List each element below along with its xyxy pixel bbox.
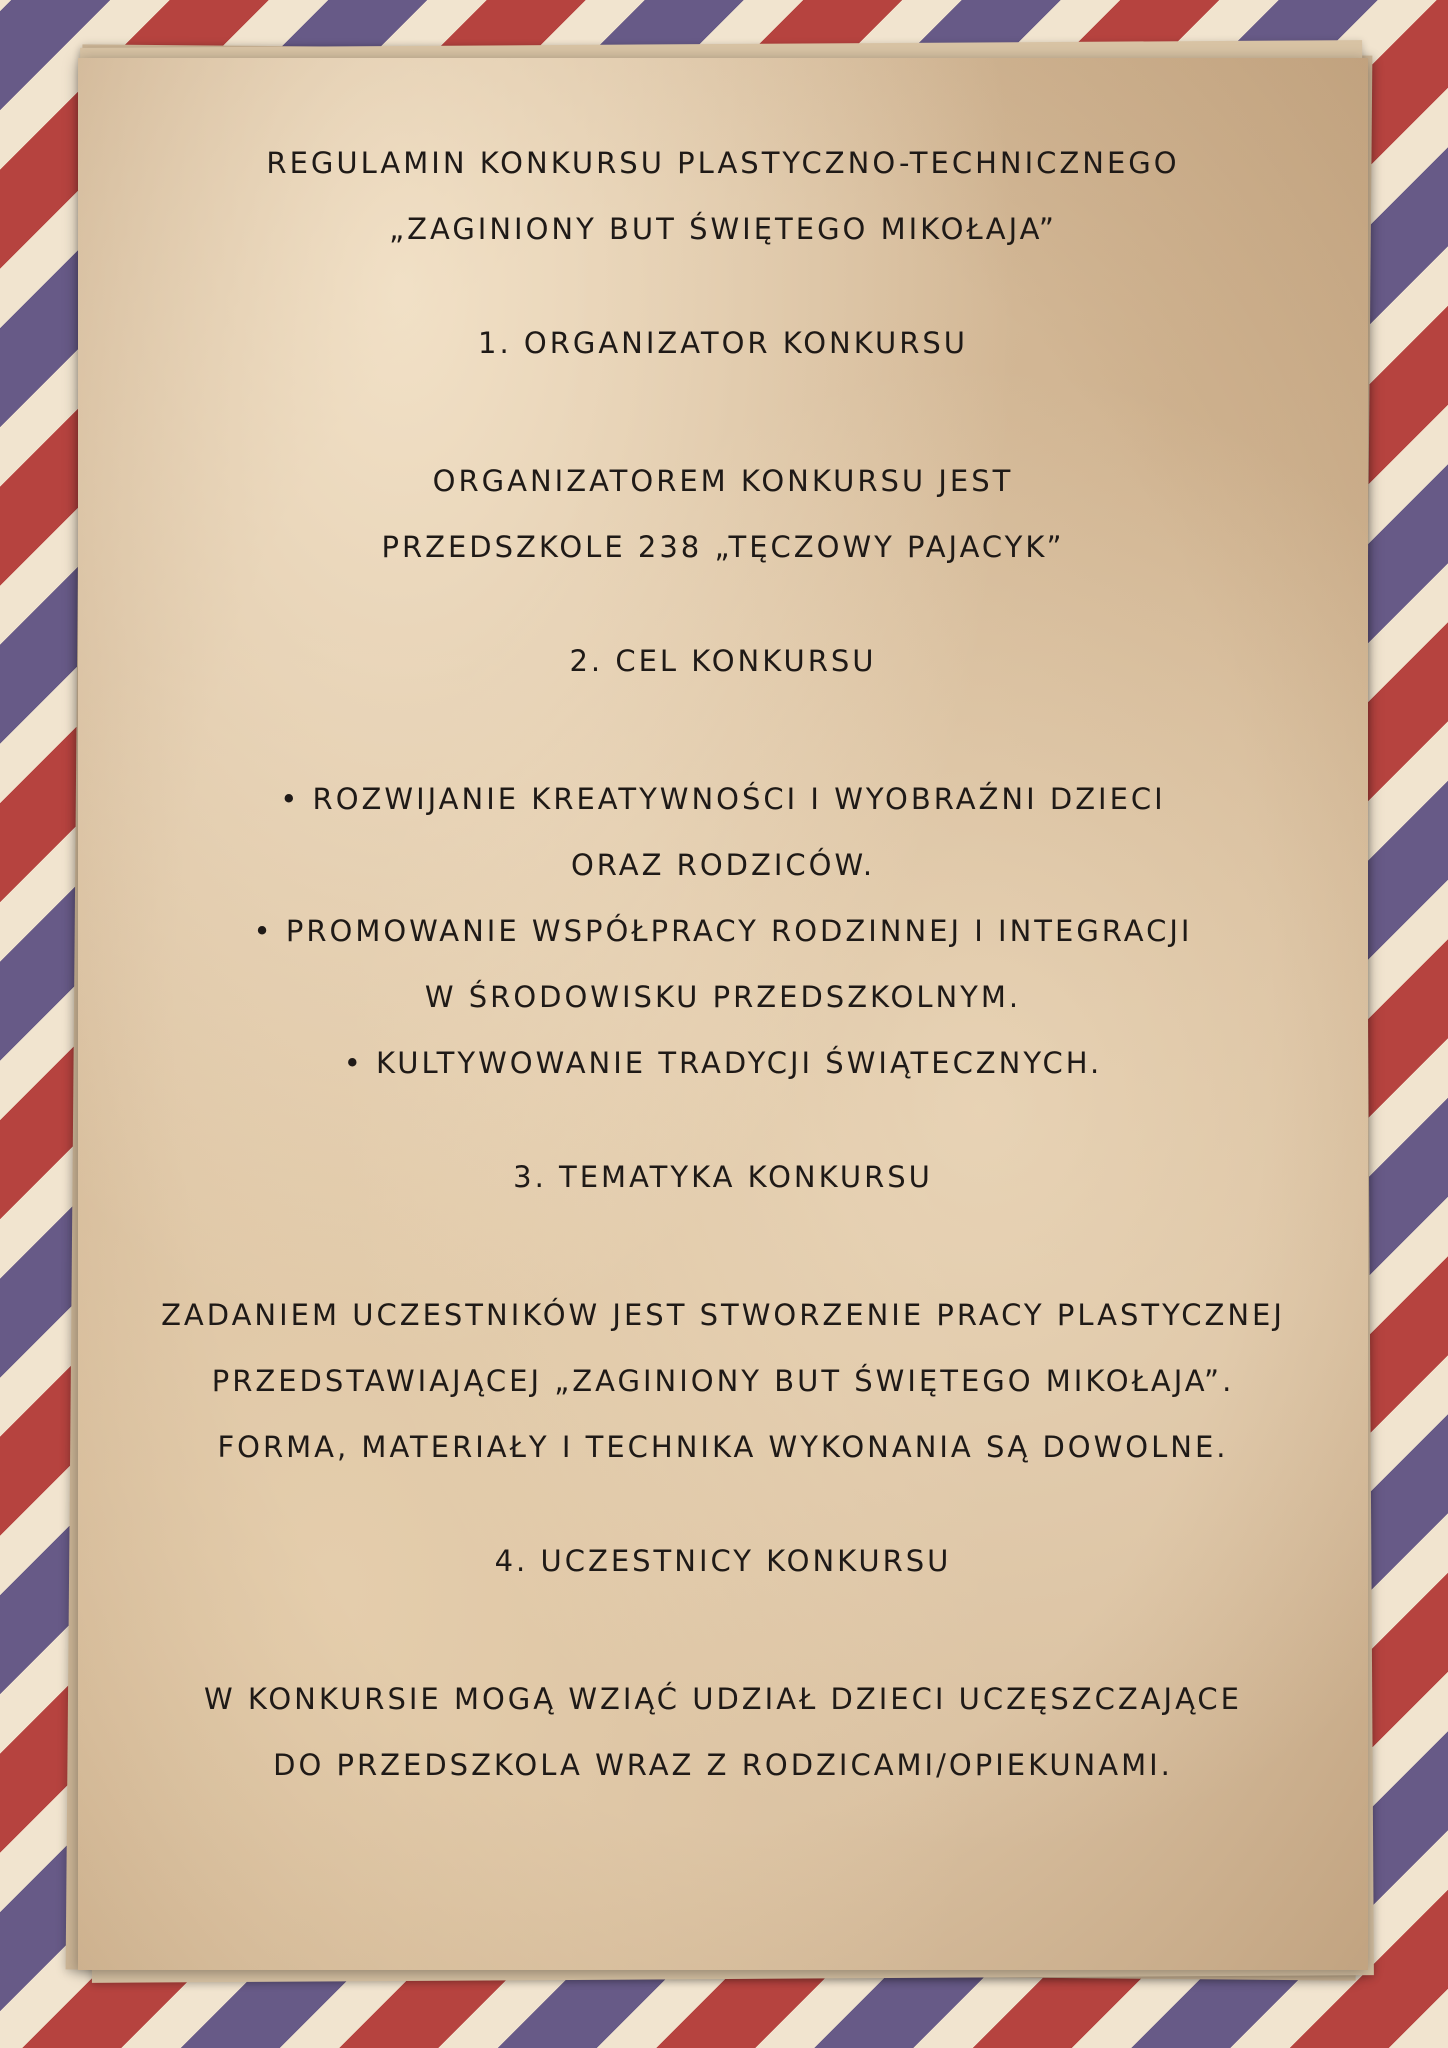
section-heading-participants: 4. UCZESTNICY KONKURSU xyxy=(494,1544,952,1578)
section-text-line: • KULTYWOWANIE TRADYCJI ŚWIĄTECZNYCH. xyxy=(343,1046,1103,1080)
document-title-line: REGULAMIN KONKURSU PLASTYCZNO-TECHNICZNEGO xyxy=(266,146,1180,180)
section-text-line: W KONKURSIE MOGĄ WZIĄĆ UDZIAŁ DZIECI UCZĘSZCZAJĄCE xyxy=(204,1682,1242,1716)
section-text-line: ZADANIEM UCZESTNIKÓW JEST STWORZENIE PRACY PLASTYCZNEJ xyxy=(161,1298,1285,1332)
document-title-line: „ZAGINIONY BUT ŚWIĘTEGO MIKOŁAJA” xyxy=(389,212,1057,246)
section-text-line: • ROZWIJANIE KREATYWNOŚCI I WYOBRAŹNI DZIECI xyxy=(280,782,1166,816)
section-heading-theme: 3. TEMATYKA KONKURSU xyxy=(513,1160,933,1194)
section-text-line: W ŚRODOWISKU PRZEDSZKOLNYM. xyxy=(424,980,1022,1014)
section-text-line: ORAZ RODZICÓW. xyxy=(570,848,876,882)
section-heading-organizer: 1. ORGANIZATOR KONKURSU xyxy=(478,326,968,360)
section-text-line: PRZEDSTAWIAJĄCEJ „ZAGINIONY BUT ŚWIĘTEGO MIKOŁAJA”. xyxy=(211,1364,1235,1398)
regulations-document xyxy=(78,58,1368,1798)
section-heading-goal: 2. CEL KONKURSU xyxy=(569,644,877,678)
section-text-line: ORGANIZATOREM KONKURSU JEST xyxy=(432,464,1014,498)
section-text-line: FORMA, MATERIAŁY I TECHNIKA WYKONANIA SĄ DOWOLNE. xyxy=(217,1430,1229,1464)
section-text-line: DO PRZEDSZKOLA WRAZ Z RODZICAMI/OPIEKUNAMI. xyxy=(273,1748,1173,1782)
section-text-line: • PROMOWANIE WSPÓŁPRACY RODZINNEJ I INTEGRACJI xyxy=(253,914,1193,948)
section-text-line: PRZEDSZKOLE 238 „TĘCZOWY PAJACYK” xyxy=(381,530,1065,564)
